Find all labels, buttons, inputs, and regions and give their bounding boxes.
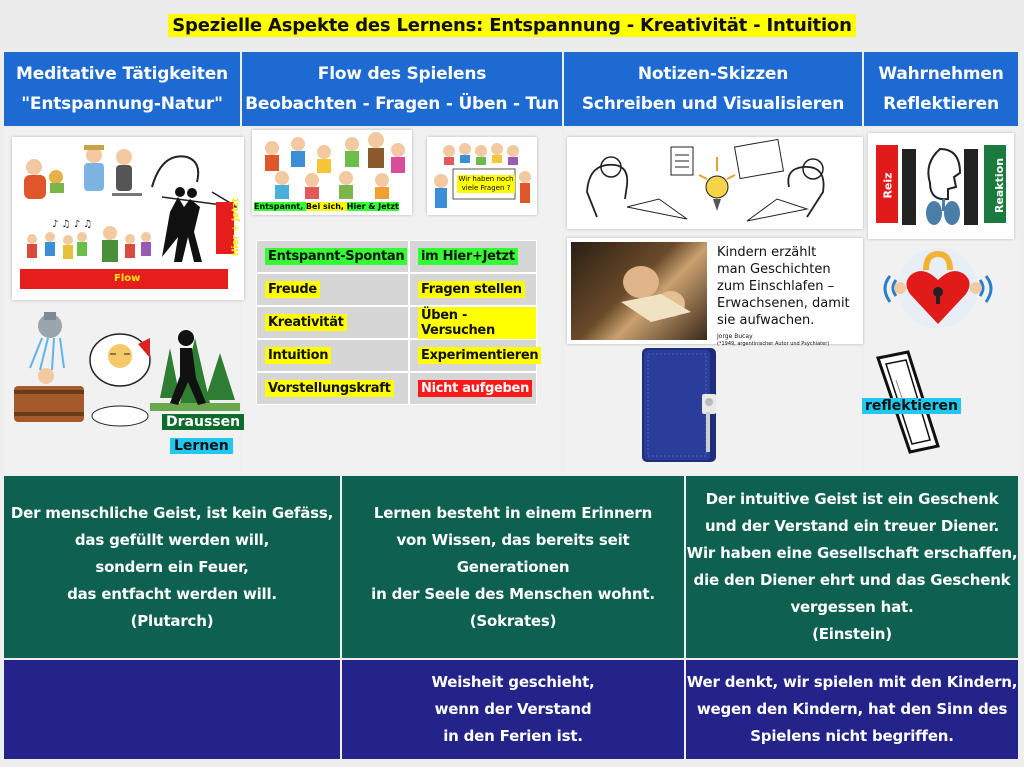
quote-spielen <box>686 660 1018 759</box>
quote-author-note: (*1949, argentinischer Autor und Psychiater) <box>717 341 830 347</box>
quote-line: das gefüllt werden will, <box>74 530 270 549</box>
quote-einstein <box>686 476 1018 658</box>
bucay-quote <box>717 244 861 347</box>
quote-author: (Plutarch) <box>130 611 214 630</box>
header-line2: Beobachten - Fragen - Üben - Tun <box>245 94 559 114</box>
grid-cell <box>409 306 537 339</box>
quote-plutarch <box>4 476 340 658</box>
svg-text:♪ ♫ ♪ ♫: ♪ ♫ ♪ ♫ <box>52 219 93 230</box>
quote-line: Lernen besteht in einem Erinnern <box>373 503 653 522</box>
grid-text: Nicht aufgeben <box>418 380 532 397</box>
header-line1: Flow des Spielens <box>317 64 487 84</box>
sketching-illustration <box>567 137 863 229</box>
header-line2: "Entspannung-Natur" <box>21 94 223 114</box>
quote-line: Der intuitive Geist ist ein Geschenk <box>705 490 999 508</box>
quote-line: sie aufwachen. <box>717 313 815 328</box>
nature-relaxation-illustration <box>10 308 242 468</box>
quote-line: vergessen hat. <box>790 598 914 616</box>
header-wahrnehmen <box>864 52 1018 126</box>
grid-cell <box>256 306 409 339</box>
header-line2: Reflektieren <box>883 94 999 114</box>
flow-caption <box>254 202 399 211</box>
quote-author: (Einstein) <box>812 625 892 643</box>
quote-line: zum Einschlafen – <box>717 279 835 294</box>
header-line1: Wahrnehmen <box>878 64 1004 84</box>
quote-line: Wir haben eine Gesellschaft erschaffen, <box>686 544 1018 562</box>
grid-text: Vorstellungskraft <box>265 380 394 397</box>
reiz-label: Reiz <box>881 172 895 199</box>
children-group-icon <box>252 130 412 202</box>
grid-cell <box>409 273 537 306</box>
flow-label: Flow <box>114 273 141 284</box>
header-flow <box>242 52 562 126</box>
quote-line: Weisheit geschieht, <box>431 673 595 691</box>
bucay-quote-card <box>567 238 863 347</box>
header-line2: Schreiben und Visualisieren <box>581 94 845 114</box>
grid-cell <box>256 339 409 372</box>
header-meditative <box>4 52 240 126</box>
quote-line: das entfacht werden will. <box>67 584 277 603</box>
title-bar <box>0 0 1024 50</box>
quote-line: und der Verstand ein treuer Diener. <box>704 517 1000 535</box>
grid-cell <box>409 372 537 405</box>
quote-line: von Wissen, das bereits seit Generationen <box>396 530 630 576</box>
head-brain-lungs-icon <box>900 143 980 229</box>
quote-line: sondern ein Feuer, <box>95 557 249 576</box>
quote-sokrates <box>342 476 684 658</box>
quote-line: Kindern erzählt <box>717 245 817 260</box>
grid-text: Entspannt-Spontan <box>265 248 407 265</box>
grid-cell <box>256 273 409 306</box>
quote-line: man Geschichten <box>717 262 831 277</box>
hier-jetzt-label: Hier + Jetzt <box>231 197 242 257</box>
quote-line: die den Diener ehrt und das Geschenk <box>693 571 1011 589</box>
quote-empty <box>4 660 340 759</box>
reading-photo <box>571 242 707 340</box>
header-line1: Meditative Tätigkeiten <box>16 64 228 84</box>
quote-line: in der Seele des Menschen wohnt. <box>371 584 655 603</box>
grid-cell <box>409 240 537 273</box>
heart-lock-ears-icon <box>876 246 1000 330</box>
draussen-label: Draussen <box>162 414 244 430</box>
reaktion-label: Reaktion <box>993 157 1007 214</box>
quote-author: Jorge Bucay <box>717 333 753 340</box>
diary-image <box>636 344 726 466</box>
diary-lock-icon <box>636 344 726 466</box>
reiz-reaktion-card <box>868 133 1014 239</box>
quote-line: Wer denkt, wir spielen mit den Kindern, <box>686 673 1018 691</box>
header-line1: Notizen-Skizzen <box>637 64 789 84</box>
caption-part-2: Bei sich, <box>305 202 347 211</box>
grid-text: Fragen stellen <box>418 281 525 298</box>
lernen-label: Lernen <box>170 438 233 454</box>
meditative-activities-illustration <box>12 137 244 300</box>
reflektieren-label: reflektieren <box>862 398 961 414</box>
sketch-people-icon <box>567 137 863 229</box>
grid-text: Freude <box>265 281 320 298</box>
quote-line: wenn der Verstand <box>434 700 592 718</box>
grid-text: Üben - Versuchen <box>418 307 536 339</box>
quote-weisheit <box>342 660 684 759</box>
quote-line: Der menschliche Geist, ist kein Gefäss, <box>10 503 334 522</box>
grid-text: Experimentieren <box>418 347 541 364</box>
mirror-image <box>862 350 962 454</box>
quote-line: wegen den Kindern, hat den Sinn des <box>696 700 1008 718</box>
speech-text: Wir haben noch viele Fragen ? <box>458 175 514 192</box>
quote-author: (Sokrates) <box>469 611 557 630</box>
grid-cell <box>256 240 409 273</box>
grid-text: Kreativität <box>265 314 347 331</box>
grid-text: Intuition <box>265 347 331 364</box>
mother-child-reading-icon <box>571 242 707 340</box>
learning-aspects-grid <box>256 240 537 405</box>
caption-part-1: Entspannt, <box>254 202 306 211</box>
questions-illustration <box>427 137 537 215</box>
grid-cell <box>256 372 409 405</box>
grid-text: im Hier+Jetzt <box>418 248 518 265</box>
grid-cell <box>409 339 537 372</box>
quote-line: in den Ferien ist. <box>443 727 583 745</box>
quote-line: Spielens nicht begriffen. <box>750 727 954 745</box>
caption-part-3: Hier & Jetzt <box>346 202 399 211</box>
page-title: Spezielle Aspekte des Lernens: Entspannung - Kreativität - Intuition <box>168 14 855 37</box>
heart-lock-image <box>876 246 1000 330</box>
header-notizen <box>564 52 862 126</box>
children-learning-illustration <box>252 130 412 215</box>
quote-line: Erwachsenen, damit <box>717 296 850 311</box>
